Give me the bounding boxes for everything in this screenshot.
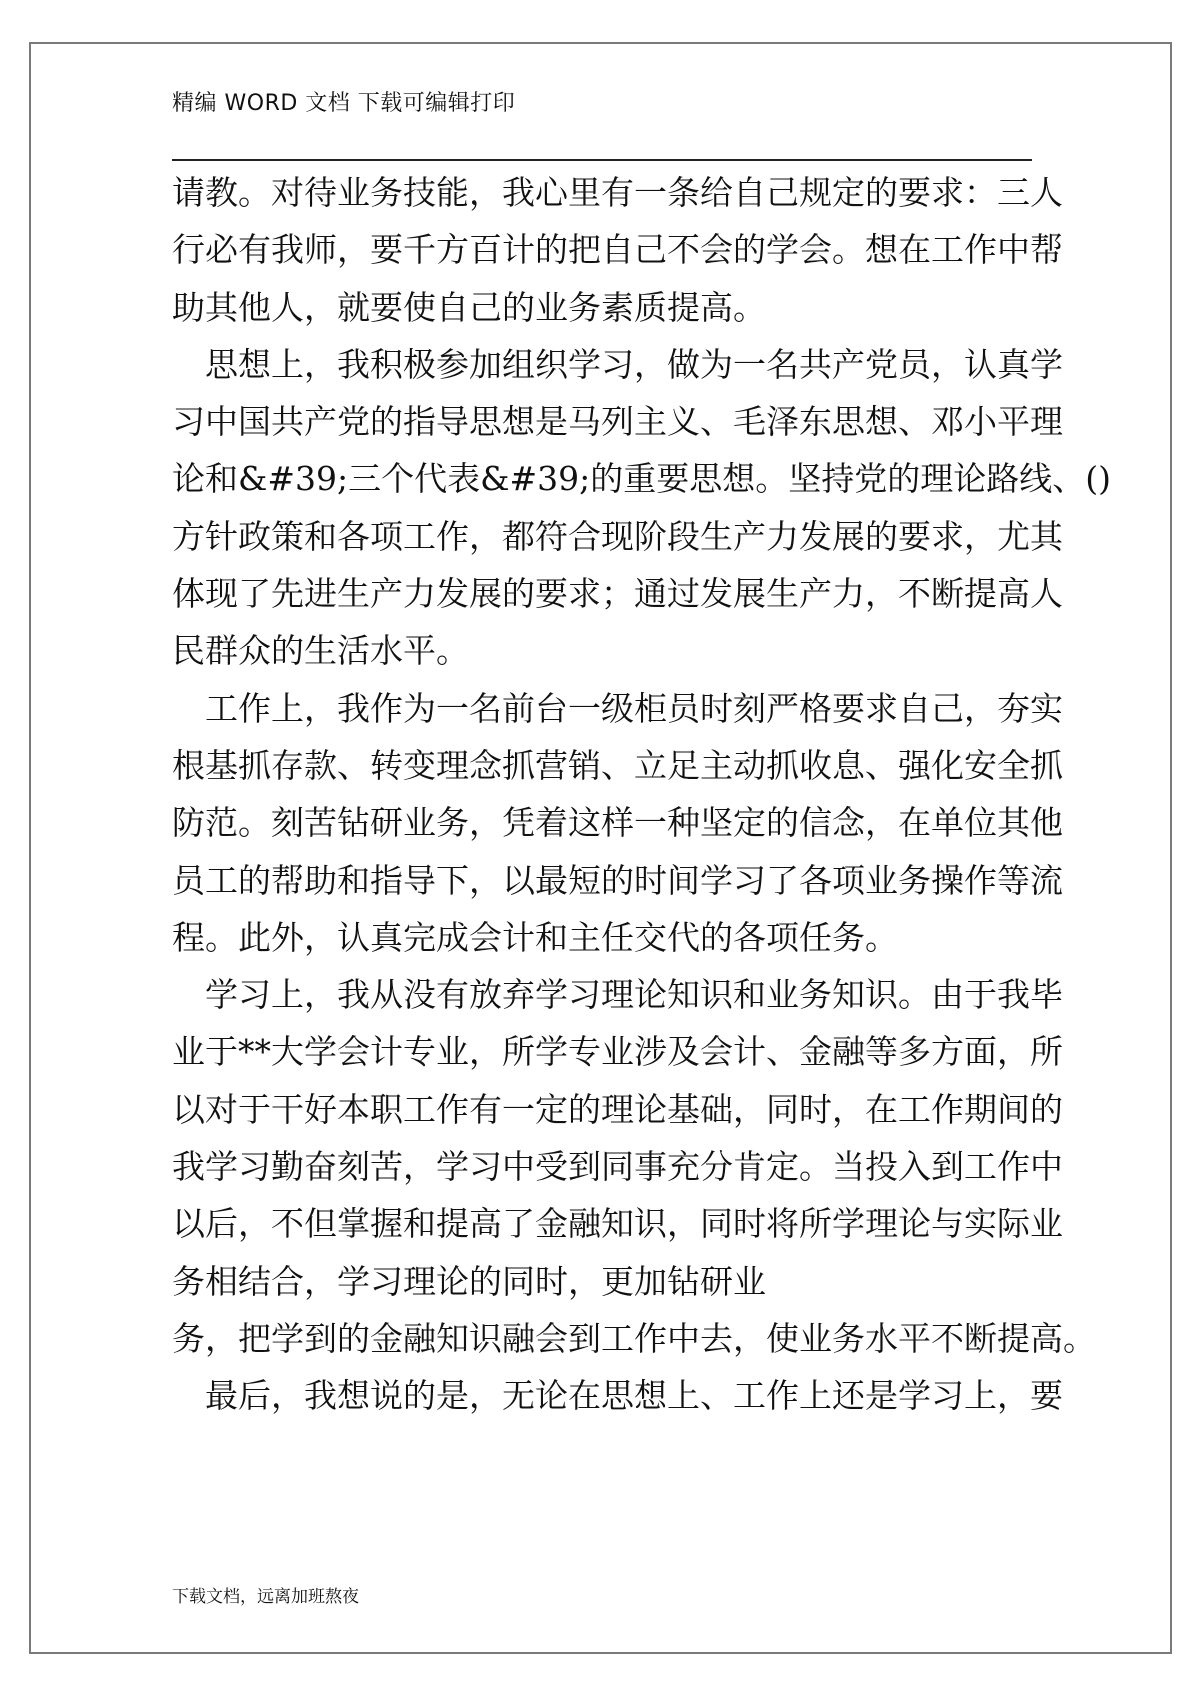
- body-line: 员工的帮助和指导下，以最短的时间学习了各项业务操作等流: [172, 860, 1063, 900]
- body-line: 助其他人，就要使自己的业务素质提高。: [172, 287, 766, 327]
- body-line: 程。此外，认真完成会计和主任交代的各项任务。: [172, 917, 898, 957]
- body-line: 习中国共产党的指导思想是马列主义、毛泽东思想、邓小平理: [172, 402, 1063, 442]
- body-line: 方针政策和各项工作，都符合现阶段生产力发展的要求，尤其: [172, 516, 1063, 556]
- body-line: 行必有我师，要千方百计的把自己不会的学会。想在工作中帮: [172, 230, 1063, 270]
- body-line: 防范。刻苦钻研业务，凭着这样一种坚定的信念，在单位其他: [172, 803, 1063, 843]
- document-body: [172, 164, 1112, 1425]
- header-divider: [172, 159, 1032, 161]
- document-header: 精编 WORD 文档 下载可编辑打印: [172, 91, 516, 116]
- paragraph-start-line: 最后，我想说的是，无论在思想上、工作上还是学习上，要: [205, 1376, 1063, 1416]
- body-line: 民群众的生活水平。: [172, 631, 469, 671]
- body-line: 业于**大学会计专业，所学专业涉及会计、金融等多方面，所: [172, 1032, 1063, 1072]
- body-line: 我学习勤奋刻苦，学习中受到同事充分肯定。当投入到工作中: [172, 1147, 1063, 1187]
- body-line: 根基抓存款、转变理念抓营销、立足主动抓收息、强化安全抓: [172, 745, 1063, 785]
- paragraph-start-line: 思想上，我积极参加组织学习，做为一名共产党员，认真学: [205, 344, 1063, 384]
- body-line: 体现了先进生产力发展的要求；通过发展生产力，不断提高人: [172, 574, 1063, 614]
- body-line: 以后，不但掌握和提高了金融知识，同时将所学理论与实际业: [172, 1204, 1063, 1244]
- body-line: 务，把学到的金融知识融会到工作中去，使业务水平不断提高。: [172, 1318, 1096, 1358]
- paragraph-start-line: 工作上，我作为一名前台一级柜员时刻严格要求自己，夯实: [205, 688, 1063, 728]
- document-footer: 下载文档，远离加班熬夜: [172, 1587, 359, 1607]
- body-line: 论和&#39;三个代表&#39;的重要思想。坚持党的理论路线、(): [172, 459, 1112, 499]
- body-line: 以对于干好本职工作有一定的理论基础，同时，在工作期间的: [172, 1089, 1063, 1129]
- body-line: 请教。对待业务技能，我心里有一条给自己规定的要求：三人: [172, 173, 1063, 212]
- body-line: 务相结合，学习理论的同时，更加钻研业: [172, 1261, 766, 1301]
- paragraph-start-line: 学习上，我从没有放弃学习理论知识和业务知识。由于我毕: [205, 975, 1063, 1015]
